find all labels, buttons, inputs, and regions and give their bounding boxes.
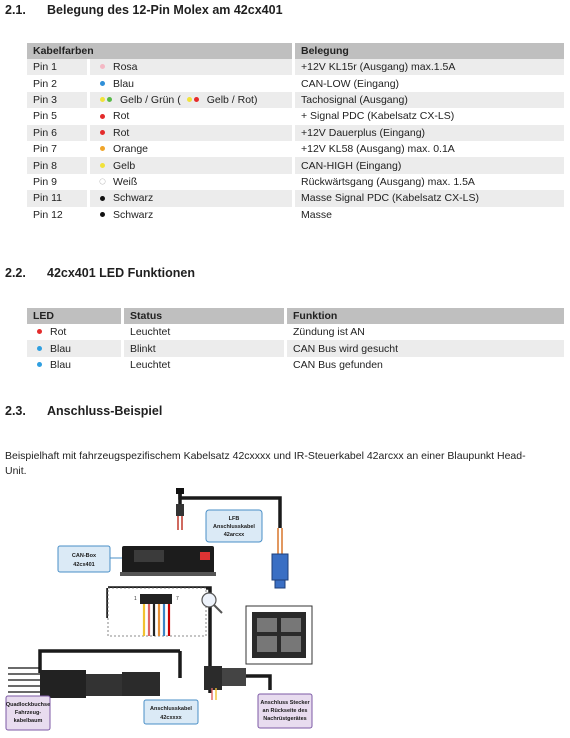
wire-color-label: Weiß <box>113 175 138 188</box>
wire-color-cell <box>90 59 295 75</box>
wire-color-cell <box>90 75 295 91</box>
pin-assignment-table <box>27 43 564 223</box>
pin-number: Pin 11 <box>27 190 90 206</box>
table-row <box>27 59 564 75</box>
wire-color-dot <box>100 64 105 69</box>
quadlock-label-line2: Fahrzeug- <box>14 710 42 716</box>
pin-number: Pin 2 <box>27 75 90 91</box>
section-title: 42cx401 LED Funktionen <box>47 266 195 280</box>
magnifier-icon <box>202 593 216 607</box>
wire-color-label: Rosa <box>113 61 138 74</box>
section-number: 2.2. <box>5 266 26 280</box>
column-header-function: Funktion <box>287 308 564 324</box>
led-color-label: Rot <box>50 326 67 339</box>
wire-color-dot <box>100 196 105 201</box>
lfb-label-line1: LFB <box>228 516 240 522</box>
table-row <box>27 157 564 173</box>
led-color-label: Blau <box>50 358 72 371</box>
quadlock-socket <box>40 670 86 698</box>
table-row <box>27 190 564 206</box>
blue-ir-connector <box>272 554 288 580</box>
led-color-dot <box>37 346 42 351</box>
canbox-label-box <box>58 546 110 572</box>
wire-color-dot <box>187 97 192 102</box>
pin-number: Pin 3 <box>27 92 90 108</box>
lfb-label-line2: Anschlusskabel <box>213 524 255 530</box>
section-number: 2.3. <box>5 404 26 418</box>
plug-label-line2: an Rückseite des <box>262 708 308 714</box>
plug-label-line3: Nachrüstgerätes <box>263 716 307 722</box>
table-row <box>27 141 564 157</box>
led-function: Zündung ist AN <box>293 326 365 339</box>
wire-color-label: Gelb <box>113 159 136 172</box>
wire-color-dot <box>100 146 105 151</box>
pin-assignment: Masse Signal PDC (Kabelsatz CX-LS) <box>295 190 564 206</box>
table-row <box>27 75 564 91</box>
table-row <box>27 340 564 356</box>
table-row <box>27 324 564 340</box>
section-title: Belegung des 12-Pin Molex am 42cx401 <box>47 3 283 17</box>
wire-color-label-alt: Gelb / Rot) <box>206 93 258 106</box>
led-color-cell <box>27 324 124 340</box>
table-header-row <box>27 43 564 59</box>
pin-number: Pin 6 <box>27 125 90 141</box>
harness-connector-a <box>86 674 122 696</box>
led-function: CAN Bus gefunden <box>293 358 383 371</box>
pin-assignment: Tachosignal (Ausgang) <box>295 92 564 108</box>
pin-assignment: +12V KL15r (Ausgang) max.1.5A <box>295 59 564 75</box>
wire-color-cell <box>90 108 295 124</box>
wire-color-dot <box>100 97 105 102</box>
pin-number: Pin 1 <box>27 59 90 75</box>
led-color-cell <box>27 357 124 373</box>
pin-assignment: CAN-LOW (Eingang) <box>301 77 400 90</box>
table-header-row <box>27 308 564 324</box>
column-header-assignment: Belegung <box>295 43 564 59</box>
wire-color-dot <box>100 163 105 168</box>
led-status: Leuchtet <box>124 357 287 373</box>
pin-assignment: Masse <box>301 208 332 221</box>
canbox-label-line1: CAN-Box <box>71 553 97 559</box>
table-row <box>27 92 564 108</box>
wire-color-dot <box>100 130 105 135</box>
wire-color-dot <box>100 212 105 217</box>
plug-label-line1: Anschluss Stecker <box>260 700 310 706</box>
quadlock-label-line3: kabelbaum <box>13 718 43 724</box>
led-function: CAN Bus wird gesucht <box>287 340 564 356</box>
led-function-table <box>27 308 564 373</box>
wire-color-cell <box>90 125 295 141</box>
table-row <box>27 207 564 223</box>
connection-diagram <box>0 488 570 738</box>
column-header-wire-colors: Kabelfarben <box>27 43 295 59</box>
wire-color-dot <box>107 97 112 102</box>
column-header-status: Status <box>124 308 287 324</box>
wire-color-label: Rot <box>113 110 130 123</box>
pin-number: Pin 9 <box>27 174 90 190</box>
pin-number: Pin 8 <box>27 157 90 173</box>
wire-color-label: Gelb / Grün ( <box>120 93 181 106</box>
wire-color-label: Blau <box>113 77 135 90</box>
harness-label-line1: Anschlusskabel <box>150 706 192 712</box>
wire-color-label: Schwarz <box>113 208 154 221</box>
pin-number: Pin 7 <box>27 141 90 157</box>
pin-assignment: + Signal PDC (Kabelsatz CX-LS) <box>301 110 455 123</box>
wire-color-dot <box>100 179 105 184</box>
column-header-led: LED <box>27 308 124 324</box>
led-color-dot <box>37 329 42 334</box>
wire-color-dot <box>100 114 105 119</box>
lfb-label-line3: 42arcxx <box>223 532 245 538</box>
pin-assignment: +12V KL58 (Ausgang) max. 0.1A <box>301 143 455 156</box>
table-row <box>27 357 564 373</box>
canbox-label-line2: 42cx401 <box>73 562 95 568</box>
pin-assignment: Rückwärtsgang (Ausgang) max. 1.5A <box>301 175 475 188</box>
pin-assignment: CAN-HIGH (Eingang) <box>295 157 564 173</box>
wire-color-label: Orange <box>113 143 149 156</box>
section-number: 2.1. <box>5 3 26 17</box>
table-row <box>27 174 564 190</box>
small-connector <box>204 666 222 690</box>
lfb-plug-end <box>176 488 184 494</box>
table-row <box>27 108 564 124</box>
led-color-dot <box>37 362 42 367</box>
wire-color-dot <box>194 97 199 102</box>
wire-color-cell <box>90 157 295 173</box>
led-color-label: Blau <box>50 342 72 355</box>
detail-pin-left: 1 <box>134 596 137 602</box>
pin-number: Pin 5 <box>27 108 90 124</box>
wire-color-cell <box>90 92 295 108</box>
wire-color-label: Rot <box>113 126 130 139</box>
section-title: Anschluss-Beispiel <box>47 404 163 418</box>
led-status: Blinkt <box>124 340 287 356</box>
wire-color-cell <box>90 207 295 223</box>
table-row <box>27 125 564 141</box>
led-status: Leuchtet <box>124 324 287 340</box>
wire-color-label: Schwarz <box>113 192 154 205</box>
wire-color-cell <box>90 141 295 157</box>
quadlock-label-line1: Quadlockbuchse <box>5 702 51 708</box>
lfb-connector <box>176 504 184 516</box>
pin-assignment: +12V Dauerplus (Eingang) <box>295 125 564 141</box>
wire-color-cell <box>90 174 295 190</box>
pin-number: Pin 12 <box>27 207 90 223</box>
wire-color-dot <box>100 81 105 86</box>
harness-connector-b <box>122 672 160 696</box>
led-color-cell <box>27 340 124 356</box>
detail-pin-right: 7 <box>176 596 179 602</box>
example-description: Beispielhaft mit fahrzeugspezifischem Kabelsatz 42cxxxx und IR-Steuerkabel 42arcxx an einer Blaupunkt Head-Unit. <box>5 450 526 477</box>
harness-label-line2: 42cxxxx <box>160 715 182 721</box>
wire-color-cell <box>90 190 295 206</box>
